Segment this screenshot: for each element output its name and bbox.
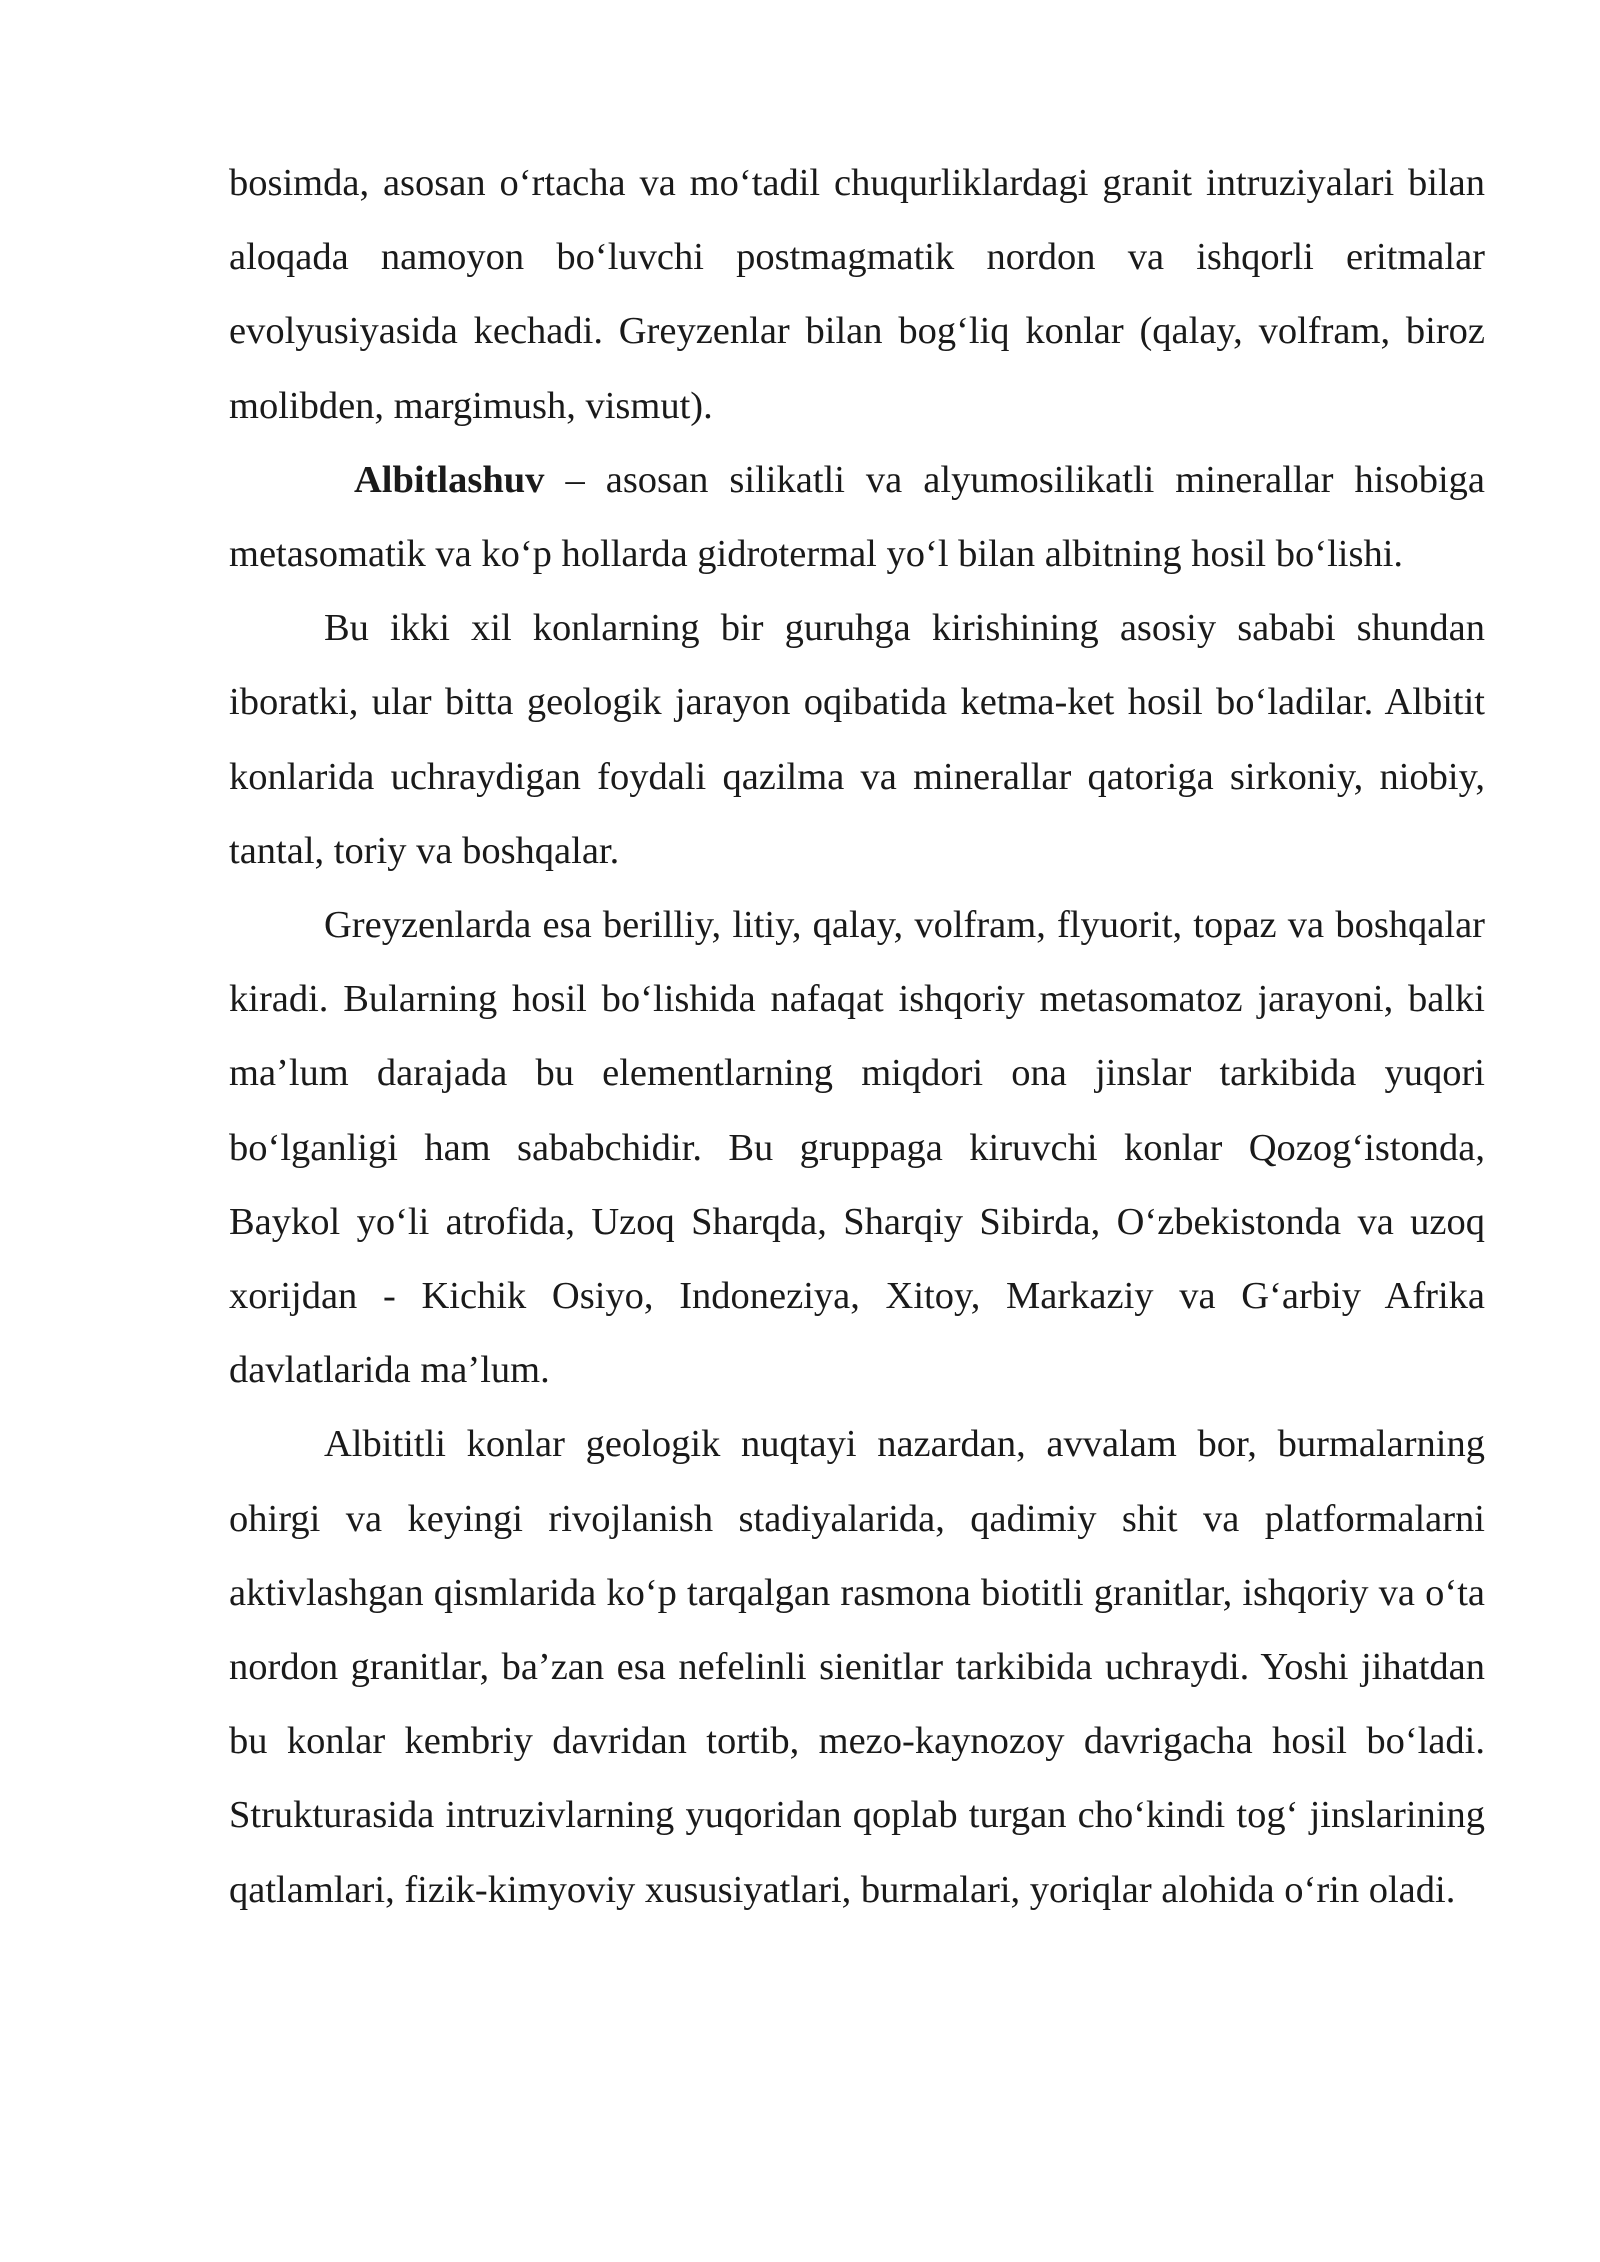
definition-text: – asosan silikatli va alyumosilikatli minerallar hisobiga metasomatik va ko‘p hollarda gidrotermal yo‘l bilan albitning hosil bo‘lishi. <box>229 458 1485 576</box>
document-page <box>229 146 1485 1927</box>
paragraph-greyzen-minerals: Greyzenlarda esa berilliy, litiy, qalay, volfram, flyuorit, topaz va boshqalar kiradi. Bularning hosil bo‘lishida nafaqat ishqoriy metasomatoz jarayoni, balki ma’lum darajada bu elementlarning miqdori ona jinslar tarkibida yuqori bo‘lganligi ham sababchidir. Bu gruppaga kiruvchi konlar Qozog‘istonda, Baykol yo‘li atrofida, Uzoq Sharqda, Sharqiy Sibirda, O‘zbekistonda va uzoq xorijdan - Kichik Osiyo, Indoneziya, Xitoy, Markaziy va G‘arbiy Afrika davlatlarida ma’lum. <box>229 904 1485 1392</box>
paragraph-greyzen-continuation: bosimda, asosan o‘rtacha va mo‘tadil chuqurliklardagi granit intruziyalari bilan aloqada namoyon bo‘luvchi postmagmatik nordon va ishqorli eritmalar evolyusiyasida kechadi. Greyzenlar bilan bog‘liq konlar (qalay, volfram, biroz molibden, margimush, vismut). <box>229 162 1485 427</box>
paragraph-albitite-geology: Albititli konlar geologik nuqtayi nazardan, avvalam bor, burmalarning ohirgi va keyingi rivojlanish stadiyalarida, qadimiy shit va platformalarni aktivlashgan qismlarida ko‘p tarqalgan rasmona biotitli granitlar, ishqoriy va o‘ta nordon granitlar, ba’zan esa nefelinli sienitlar tarkibida uchraydi. Yoshi jihatdan bu konlar kembriy davridan tortib, mezo-kaynozoy davrigacha hosil bo‘ladi. Strukturasida intruzivlarning yuqoridan qoplab turgan cho‘kindi tog‘ jinslarining qatlamlari, fizik-kimyoviy xususiyatlari, burmalari, yoriqlar alohida o‘rin oladi. <box>229 1423 1485 1911</box>
term-albitlashuv: Albitlashuv <box>354 458 545 501</box>
paragraph-grouping-reason: Bu ikki xil konlarning bir guruhga kirishining asosiy sababi shundan iboratki, ular bitta geologik jarayon oqibatida ketma-ket hosil bo‘ladilar. Albitit konlarida uchraydigan foydali qazilma va minerallar qatoriga sirkoniy, niobiy, tantal, toriy va boshqalar. <box>229 607 1485 872</box>
paragraph-albitlashuv-definition <box>229 443 1485 591</box>
